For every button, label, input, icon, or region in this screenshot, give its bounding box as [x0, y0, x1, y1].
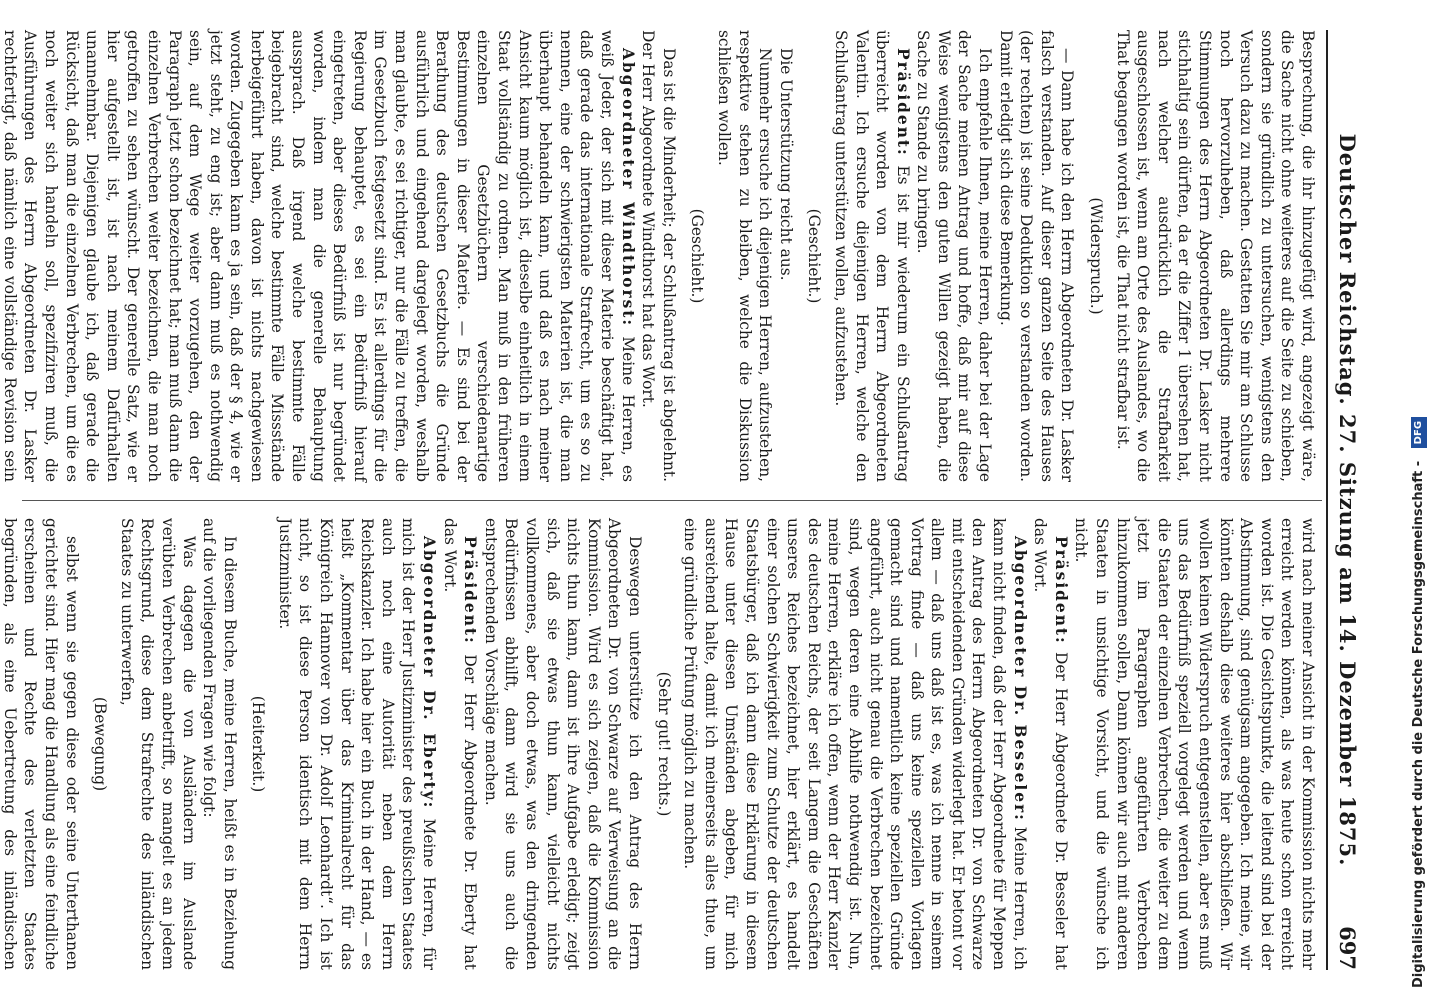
- paragraph: In diesem Buche, meine Herren, heißt es in Beziehung auf die vorliegenden Fragen wie folgt:: [200, 518, 239, 970]
- paragraph: [439, 518, 480, 970]
- footer-bar: [1390, 0, 1432, 1000]
- paragraph: [830, 30, 912, 482]
- page-title: Deutscher Reichstag. 27. Sitzung am 14. Dezember 1875.: [1335, 133, 1360, 867]
- speech-text: Es ist mir wiederum ein Schlußantrag überreicht worden von dem Herrn Abgeordneten Valentin. Ich ersuche diejenigen Herren, welche den Schlußantrag unterstützen wollen, aufzustehen.: [831, 30, 912, 482]
- paragraph: Ich empfehle Ihnen, meine Herren, daher bei der Lage der Sache meinen Antrag und hoffe, daß mir auf diese Weise wenigstens den guten Willen gezeigt haben, die Sache zu Stande zu bringen.: [914, 30, 995, 482]
- paragraph: — Dann habe ich den Herrn Abgeordneten Dr. Lasker falsch verstanden. Auf dieser ganzen Seite des Hauses (der rechten) ist seine Deduktion so verstanden worden. Damit erledigt sich diese Bemerkung.: [996, 30, 1077, 482]
- speaker-name: Präsident:: [461, 536, 480, 645]
- paragraph: [274, 518, 439, 970]
- speech-text: Meine Herren, für mich ist der Herr Justizminister des preußischen Staates auch noch eine Autorität neben dem Herrn Reichskanzler. Ich habe hier ein Buch in der Hand, — es heißt „Kommentar über das Kriminalrecht für das Königreich Hannover von Dr. Adolf Leonhardt“. Ich ist nicht, so ist diese Person identisch mit dem Herrn Justizminister.: [275, 518, 439, 970]
- page-number: 697: [1335, 926, 1360, 970]
- paragraph: Was dagegen die von Ausländern im Auslande verübten Verbrechen anbetrifft, so mangelt es an jedem Rechtsgrund, diese dem Strafrechte des inländischen Staates zu unterwerfen,: [117, 518, 198, 970]
- speech-text: Der Herr Abgeordnete Dr. Besseler hat das Wort.: [1031, 518, 1070, 970]
- funding-notice: [1398, 0, 1440, 1000]
- page-header: [1326, 30, 1364, 970]
- speaker-name: Präsident:: [893, 48, 912, 157]
- funding-text: Digitalisierung gefördert durch die Deutsche Forschungsgemeinschaft -: [1411, 460, 1426, 988]
- paragraph: Nunmehr ersuche ich diejenigen Herren, aufzustehen, respektive stehen zu bleiben, welche die Diskussion schließen wollen.: [714, 30, 775, 482]
- paragraph: Die Unterstützung reicht aus.: [776, 48, 795, 281]
- left-text-column: [0, 30, 1318, 483]
- speaker-name: Abgeordneter Windthorst:: [618, 48, 637, 328]
- speech-text: Meine Herren, es weiß Jeder, der sich mit dieser Materie beschäftigt hat, daß gerade das internationale Strafrecht, um es so zu nennen, eine der schwierigsten Materien ist, die man überhaupt behandeln kann, und daß es nach meiner Ansicht kaum möglich ist, dieselbe einheitlich in einem Staat vollständig zu ordnen. Man muß in den früheren einzelnen Gesetzbüchern verschiedenartige Bestimmungen in dieser Materie. — Es sind bei der Berathung des deutschen Gesetzbuchs die Gründe ausführlich und eingehend dargelegt worden, weshalb man glaubte, es sei richtiger, nur die Fälle zu treffen, die im Gesetzbuch festgesetzt sind. Es ist allerdings für die Regierung behauptet, es sei ein Bedürfniß hierauf eingetreten, aber dieses Bedürfniß ist nur begründet worden, indem man die generelle Behauptung aussprach. Daß irgend welche bestimmte Fälle beigebracht sind, welche bestimmte Fälle Missstände herbeigeführt haben, davon ist nichts nachgewiesen worden. Zugegeben kann es ja sein, daß der § 4, wie er jetzt steht, zu eng ist; aber dann muß es nothwendig sein, auf dem Wege weiter vorzugehen, den der Paragraph jetzt schon bezeichnet hat; man muß dann die einzelnen Verbrechen weiter bezeichnen, die man noch getroffen zu sehen wünscht. Der generelle Satz, wie er hier aufgestellt ist, ist nach meinem Dafürhalten unannehmbar. Diejenigen glaube ich, daß gerade die Rücksicht, daß man die einzelnen Verbrechen, um die es noch weiter sich handeln soll, spezifiziren muß, die Ausführungen des Herrn Abgeordneten Dr. Lasker rechtfertigt, daß nämlich eine vollständige Revision sein: [0, 30, 637, 483]
- paragraph: [1030, 518, 1071, 970]
- speaker-name: Abgeordneter Dr. Besseler:: [1010, 536, 1029, 822]
- paragraph: wird nach meiner Ansicht in der Kommission nichts mehr erreicht werden können, als was heute schon erreicht worden ist. Die Gesichtspunkte, die leitend sind bei der Abstimmung, sind genügsam angegeben. Ich meine, wir könnten deshalb diese weiteres hier abschließen. Wir wollen keinen Widerspruch entgegenstellen, aber es muß uns das Bedürfniß speziell vorgelegt werden und wenn die Staaten der einzelnen Verbrechen, die weiter zu dem jetzt im Paragraphen angeführten Verbrechen hinzukommen sollen, Dann können wir auch mit anderen Staaten in unsichtige Vorsicht, und die wünsche ich nicht.: [1072, 518, 1317, 970]
- stage-direction: (Sehr gut! rechts.): [654, 671, 673, 817]
- paragraph: Besprechung, die ihr hinzugefügt wird, angezeigt wäre, die Sache nicht ohne weiteres auf die Seite zu schieben, sondern sie gründlich zu untersuchen, wenigstens den Versuch dazu zu machen. Gestatten Sie mir am Schlusse noch hervorzuheben, daß allerdings mehrere Stimmungen des Herrn Abgeordneten Dr. Lasker nicht stichhaltig sein dürften, da er die Ziffer 1 übersehen hat, nach welcher ausdrücklich die Strafbarkeit ausgeschlossen ist, wenn am Orte des Auslandes, wo die That begangen worden ist, die That nicht strafbar ist.: [1113, 30, 1317, 482]
- stage-direction: (Geschieht.): [805, 208, 824, 304]
- paragraph: [0, 30, 638, 482]
- paragraph: selbst wenn sie gegen diese oder seine Unterthanen gerichtet sind. Hier mag die Handlung als eine feindliche erscheinen und Rechte des verletzten Staates begründen, als eine Uebertretung des inländischen: [0, 518, 81, 970]
- right-text-column: [0, 518, 1318, 970]
- stage-direction: (Bewegung): [91, 696, 110, 792]
- stage-direction: (Geschieht.): [688, 208, 707, 304]
- speaker-name: Abgeordneter Dr. Eberty:: [420, 536, 439, 810]
- paragraph: [680, 518, 1030, 970]
- stage-direction: (Heiterkeit.): [249, 695, 268, 793]
- dfg-logo: DFG: [1411, 417, 1427, 448]
- speech-text: Der Herr Abgeordnete Dr. Eberty hat das Wort.: [440, 518, 480, 970]
- paragraph: Deswegen unterstütze ich den Antrag des Herrn Abgeordneten Dr. von Schwarze auf Verweisung an die Kommission. Wird es sich zeigen, daß die Kommission nichts thun kann, dann ist ihre Aufgabe erledigt; zeigt sich, daß sie etwas thun kann, vielleicht nichts vollkommenes, aber doch etwas, was den dringenden Bedürfnissen abhilft, dann wird sie uns auch die entsprechenden Vorschläge machen.: [481, 518, 644, 970]
- stage-direction: (Widerspruch.): [1087, 197, 1106, 315]
- speech-text: Meine Herren, ich kann nicht finden, daß der Herr Abgeordnete für Meppen den Antrag des Herrn Abgeordneten Dr. von Schwarze mit entscheidenden Gründen widerlegt hat. Er betont vor allem — daß uns daß ist es, was ich nenne in seinem Vortrag finde — daß uns keine speziellen Vorlagen gemacht sind und namentlich keine speziellen Gründe angeführt, auch nicht genau die Verbrechen bezeichnet sind, wegen deren eine Abhilfe nothwendig ist. Nun, meine Herren, erkläre ich offen, wenn der Herr Kanzler des deutschen Reichs, der seit Langem die Geschäften unseres Reiches bezeichnet, hier erklärt, es handelt einer solchen Schwierigkeit zum Schutze der deutschen Staatsbürger, daß ich dann diese Erklärung in diesem Hause unter diesen Umständen abgeben, für mich ausreichend halte, damit ich meinerseits alles thue, um eine gründliche Prüfung möglich zu machen.: [681, 518, 1029, 970]
- column-divider: [22, 500, 1322, 501]
- paragraph: Das ist die Minderheit; der Schlußantrag ist abgelehnt. Der Herr Abgeordnete Windthorst hat das Wort.: [639, 30, 678, 482]
- speaker-name: Präsident:: [1051, 536, 1070, 645]
